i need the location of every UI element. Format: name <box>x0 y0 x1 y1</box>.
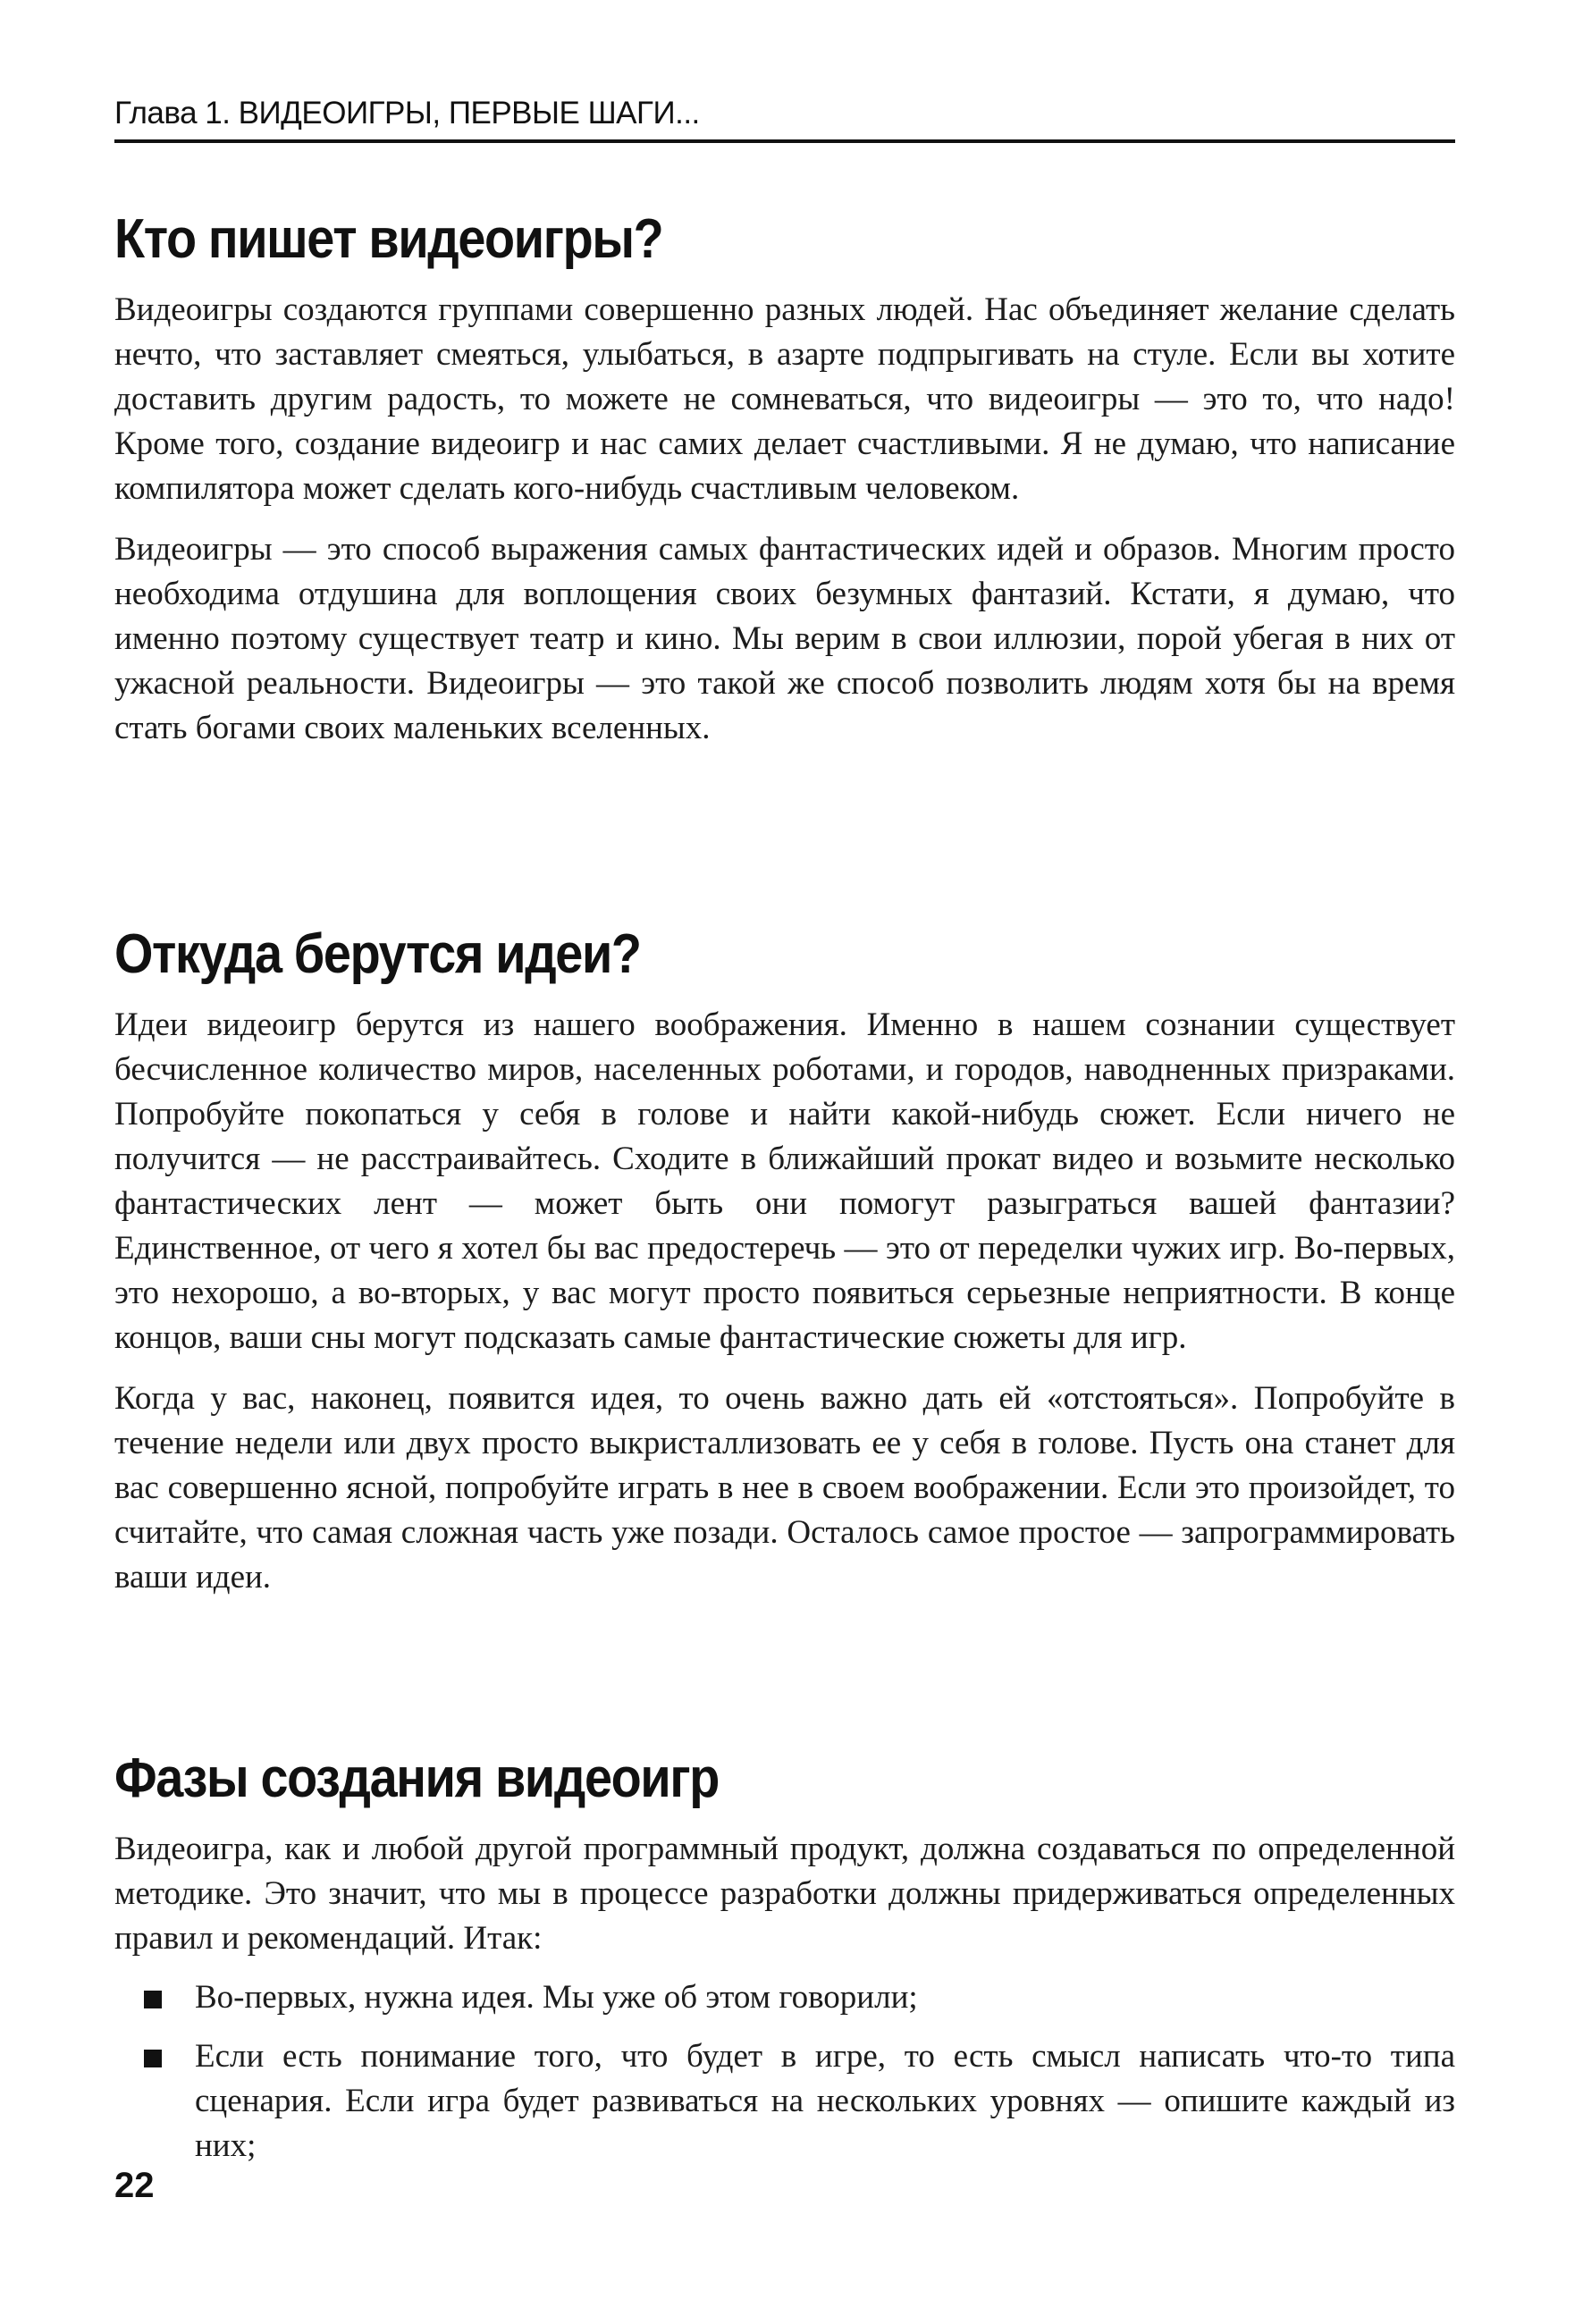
section-heading: Откуда берутся идеи? <box>114 923 641 985</box>
square-bullet-icon <box>144 1991 162 2008</box>
paragraph: Видеоигра, как и любой другой программный продукт, должна создаваться по определенной методике. Это значит, что мы в процессе разработки должны придерживаться определенных правил и рекомендаций. Итак: <box>114 1831 1455 1957</box>
paragraph: Видеоигры — это способ выражения самых фантастических идей и образов. Многим просто необходима отдушина для воплощения своих безумных фантазий. Кстати, я думаю, что именно поэтому существует театр и кино. Мы верим в свои иллюзии, порой убегая в них от ужасной реальности. Видеоигры — это такой же способ позволить людям хотя бы на время стать богами своих маленьких вселенных. <box>114 531 1455 746</box>
list-item <box>114 1975 1455 2020</box>
section-heading: Фазы создания видеоигр <box>114 1747 719 1809</box>
section-game-dev-phases <box>114 1743 1455 2183</box>
section-who-writes-games <box>114 204 1455 751</box>
list-item <box>114 2034 1455 2168</box>
list-item-text: Если есть понимание того, что будет в игре, то есть смысл написать что-то типа сценария. Если игра будет развиваться на нескольких уровнях — опишите каждый из них; <box>195 2038 1455 2164</box>
section-heading: Кто пишет видеоигры? <box>114 208 663 270</box>
square-bullet-icon <box>144 2050 162 2067</box>
paragraph: Когда у вас, наконец, появится идея, то очень важно дать ей «отстояться». Попробуйте в течение недели или двух просто выкристаллизовать ее у себя в голове. Пусть она станет для вас совершенно ясной, попробуйте играть в нее в своем воображении. Если это произойдет, то считайте, что самая сложная часть уже позади. Осталось самое простое — запрограммировать ваши идеи. <box>114 1380 1455 1596</box>
paragraph: Идеи видеоигр берутся из нашего воображения. Именно в нашем сознании существует бесчисленное количество миров, населенных роботами, и городов, наводненных призраками. Попробуйте покопаться у себя в голове и найти какой-нибудь сюжет. Если ничего не получится — не расстраивайтесь. Сходите в ближайший прокат видео и возьмите несколько фантастических лент — может быть они помогут разыграться вашей фантазии? Единственное, от чего я хотел бы вас предостеречь — это от переделки чужих игр. Во-первых, это нехорошо, а во-вторых, у вас могут просто появиться серьезные неприятности. В конце концов, ваши сны могут подсказать самые фантастические сюжеты для игр. <box>114 1006 1455 1356</box>
book-page <box>114 0 1455 2324</box>
list-item-text: Во-первых, нужна идея. Мы уже об этом говорили; <box>195 1979 918 2016</box>
paragraph: Видеоигры создаются группами совершенно разных людей. Нас объединяет желание сделать нечто, что заставляет смеяться, улыбаться, в азарте подпрыгивать на стуле. Если вы хотите доставить другим радость, то можете не сомневаться, что видеоигры — это то, что надо! Кроме того, создание видеоигр и нас самих делает счастливыми. Я не думаю, что написание компилятора может сделать кого-нибудь счастливым человеком. <box>114 291 1455 507</box>
running-head: Глава 1. ВИДЕОИГРЫ, ПЕРВЫЕ ШАГИ... <box>114 88 1455 143</box>
page-number: 22 <box>114 2166 155 2205</box>
section-where-ideas-come-from <box>114 919 1455 1600</box>
bullet-list <box>114 1975 1455 2168</box>
